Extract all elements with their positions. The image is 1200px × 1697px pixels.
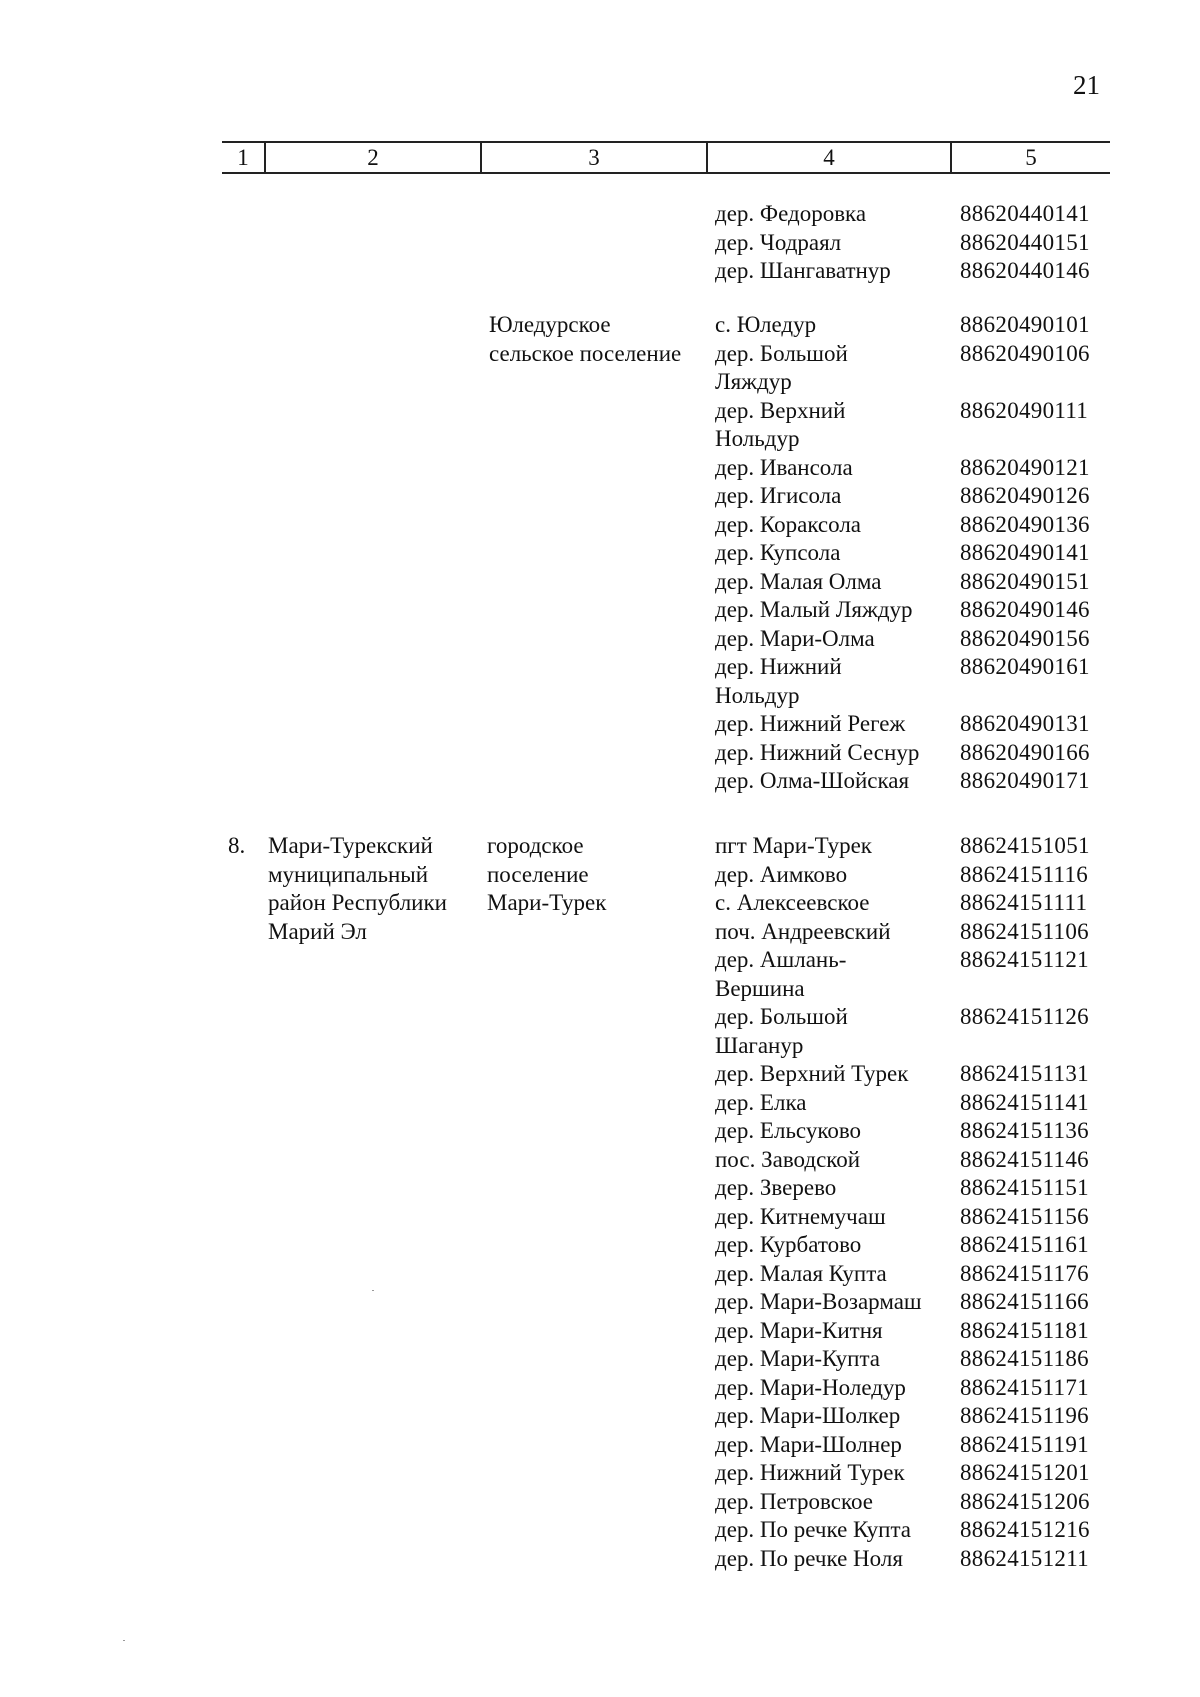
place-name: дер. Чодраял	[715, 229, 842, 255]
place-name: пгт Мари-Турек	[715, 833, 872, 858]
table-row	[0, 1174, 1200, 1203]
table-row	[0, 1146, 1200, 1175]
place-name: дер. Мари-Купта	[715, 1346, 880, 1371]
table-row	[0, 511, 1200, 540]
table-row	[0, 539, 1200, 568]
oktmo-code: 88624151191	[960, 1431, 1089, 1457]
table-row	[0, 861, 1200, 890]
place-name: дер. Шангаватнур	[715, 258, 891, 283]
place-name: дер. Аимково	[715, 861, 848, 887]
table-row	[0, 653, 1200, 710]
place-name: дер. Малая Купта	[715, 1260, 887, 1286]
header-col-5: 5	[1025, 145, 1037, 170]
oktmo-code: 88624151106	[960, 918, 1089, 944]
oktmo-code: 88624151176	[960, 1260, 1089, 1286]
table-row	[0, 340, 1200, 397]
oktmo-code: 88620490126	[960, 483, 1090, 508]
place-name: дер. Китнемучаш	[715, 1203, 886, 1229]
oktmo-code: 88624151126	[960, 1004, 1089, 1029]
continuation-entries	[0, 200, 1200, 286]
table-row	[0, 200, 1200, 229]
oktmo-code: 88620490136	[960, 511, 1090, 537]
oktmo-code: 88620490146	[960, 597, 1090, 622]
oktmo-code: 88624151051	[960, 833, 1090, 858]
oktmo-code: 88624151206	[960, 1488, 1090, 1514]
place-name: дер. Мари-Ноледур	[715, 1374, 906, 1400]
oktmo-code: 88624151161	[960, 1232, 1089, 1257]
place-name: с. Юледур	[715, 312, 817, 337]
table-row	[0, 596, 1200, 625]
oktmo-code: 88624151216	[960, 1517, 1090, 1542]
table-row	[0, 739, 1200, 768]
table-row	[0, 1459, 1200, 1488]
table-row	[0, 257, 1200, 286]
oktmo-code: 88624151121	[960, 947, 1089, 972]
oktmo-code: 88624151171	[960, 1374, 1089, 1400]
oktmo-code: 88624151141	[960, 1089, 1089, 1115]
place-name: дер. По речке Ноля	[715, 1545, 903, 1571]
row-number: 8.	[228, 833, 246, 858]
table-row	[0, 1431, 1200, 1460]
oktmo-code: 88624151146	[960, 1146, 1089, 1172]
oktmo-code: 88620490106	[960, 340, 1090, 366]
place-name: дер. По речке Купта	[715, 1517, 911, 1542]
place-name: дер. Мари-Шолкер	[715, 1403, 901, 1428]
oktmo-code: 88624151111	[960, 890, 1088, 915]
place-name: дер. Федоровка	[715, 201, 867, 226]
place-name: дер. Мари-Шолнер	[715, 1431, 902, 1457]
place-name: дер. Большой Ляждур	[715, 340, 848, 394]
table-row	[0, 710, 1200, 739]
oktmo-code: 88620490161	[960, 654, 1090, 679]
oktmo-code: 88620440141	[960, 201, 1090, 226]
table-row	[0, 832, 1200, 861]
table-row	[0, 311, 1200, 340]
header-col-1: 1	[237, 145, 249, 170]
table-row	[0, 482, 1200, 511]
table-row	[0, 1317, 1200, 1346]
oktmo-code: 88624151136	[960, 1118, 1089, 1143]
table-row	[0, 1402, 1200, 1431]
table-row	[0, 1374, 1200, 1403]
table-row	[0, 889, 1200, 918]
oktmo-code: 88624151131	[960, 1061, 1089, 1086]
page-number: 21	[1073, 70, 1100, 100]
place-name: дер. Ашлань- Вершина	[715, 947, 847, 1001]
table-row	[0, 454, 1200, 483]
oktmo-code: 88620490151	[960, 568, 1090, 594]
table-row	[0, 1516, 1200, 1545]
oktmo-code: 88620440146	[960, 258, 1090, 283]
place-name: дер. Курбатово	[715, 1232, 862, 1257]
oktmo-code: 88624151186	[960, 1346, 1089, 1371]
oktmo-code: 88620490156	[960, 625, 1090, 651]
place-name: дер. Нижний Сеснур	[715, 739, 920, 765]
table-row	[0, 229, 1200, 258]
settlement-name: Юледурское сельское поселение	[489, 312, 682, 366]
table-row	[0, 1117, 1200, 1146]
table-row	[0, 397, 1200, 454]
table-row	[0, 1060, 1200, 1089]
place-name: дер. Мари-Олма	[715, 625, 875, 651]
oktmo-code: 88620490166	[960, 739, 1090, 765]
table-row	[0, 1545, 1200, 1574]
oktmo-code: 88624151166	[960, 1289, 1089, 1314]
table-header	[222, 141, 1110, 174]
oktmo-code: 88624151156	[960, 1203, 1089, 1229]
table-row	[0, 1345, 1200, 1374]
place-name: дер. Мари-Китня	[715, 1317, 883, 1343]
oktmo-code: 88624151116	[960, 861, 1089, 887]
scan-speck	[372, 1290, 374, 1291]
table-row	[0, 1260, 1200, 1289]
oktmo-code: 88624151151	[960, 1175, 1089, 1200]
place-name: дер. Нижний Регеж	[715, 711, 906, 736]
oktmo-code: 88624151201	[960, 1460, 1090, 1485]
oktmo-code: 88620490101	[960, 312, 1090, 337]
place-name: дер. Купсола	[715, 540, 841, 565]
place-name: дер. Петровское	[715, 1488, 873, 1514]
header-col-3: 3	[588, 145, 600, 170]
table-row	[0, 1003, 1200, 1060]
oktmo-code: 88624151181	[960, 1317, 1089, 1343]
place-name: дер. Кораксола	[715, 511, 862, 537]
place-name: поч. Андреевский	[715, 918, 891, 944]
place-name: дер. Малая Олма	[715, 568, 882, 594]
place-name: пос. Заводской	[715, 1146, 861, 1172]
header-col-4: 4	[823, 145, 835, 170]
place-name: дер. Зверево	[715, 1175, 837, 1200]
place-name: дер. Елка	[715, 1089, 807, 1115]
place-name: дер. Верхний Нольдур	[715, 397, 846, 451]
place-name: дер. Нижний Нольдур	[715, 654, 842, 708]
place-name: дер. Олма-Шойская	[715, 768, 910, 793]
scan-speck	[123, 1640, 125, 1641]
oktmo-code: 88624151211	[960, 1545, 1089, 1571]
place-name: дер. Большой Шаганур	[715, 1004, 848, 1058]
table-row	[0, 1231, 1200, 1260]
yuledur-entries	[0, 311, 1200, 796]
district-name: Мари-Турекский муниципальный район Республики Марий Эл	[268, 833, 447, 944]
header-col-2: 2	[367, 145, 379, 170]
place-name: дер. Ивансола	[715, 454, 853, 480]
table-row	[0, 1488, 1200, 1517]
place-name: дер. Мари-Возармаш	[715, 1289, 922, 1314]
place-name: дер. Ельсуково	[715, 1118, 862, 1143]
place-name: дер. Малый Ляждур	[715, 597, 913, 622]
table-row	[0, 946, 1200, 1003]
place-name: дер. Нижний Турек	[715, 1460, 905, 1485]
table-row	[0, 568, 1200, 597]
oktmo-code: 88620490111	[960, 397, 1089, 423]
place-name: дер. Игисола	[715, 483, 842, 508]
oktmo-code: 88620490131	[960, 711, 1090, 736]
table-row	[0, 918, 1200, 947]
table-row	[0, 625, 1200, 654]
oktmo-code: 88620490121	[960, 454, 1090, 480]
settlement-name: городское поселение Мари-Турек	[487, 833, 607, 915]
table-row	[0, 1288, 1200, 1317]
table-row	[0, 767, 1200, 796]
place-name: дер. Верхний Турек	[715, 1061, 909, 1086]
table-row	[0, 1089, 1200, 1118]
table-row	[0, 1203, 1200, 1232]
place-name: с. Алексеевское	[715, 890, 870, 915]
oktmo-code: 88620490171	[960, 768, 1090, 793]
oktmo-code: 88620490141	[960, 540, 1090, 565]
oktmo-code: 88620440151	[960, 229, 1090, 255]
mari-turek-entries	[0, 832, 1200, 1573]
oktmo-code: 88624151196	[960, 1403, 1089, 1428]
